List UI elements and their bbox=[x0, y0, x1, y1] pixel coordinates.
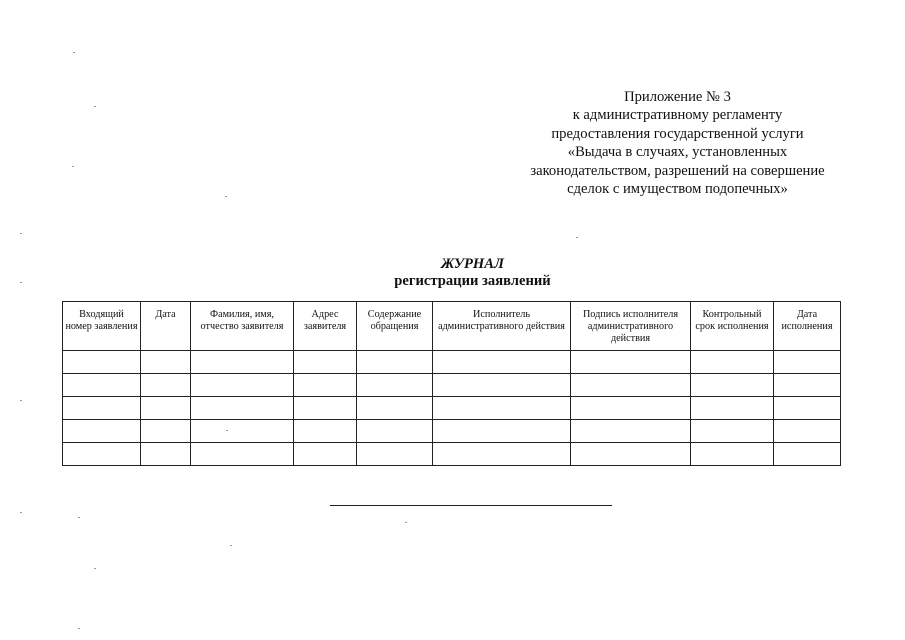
table-cell bbox=[691, 397, 774, 420]
table-cell bbox=[774, 420, 841, 443]
table-row bbox=[63, 351, 841, 374]
column-header-label: Дата исполнения bbox=[781, 309, 833, 332]
table-cell bbox=[571, 397, 691, 420]
appendix-line: сделок с имуществом подопечных» bbox=[567, 181, 788, 198]
column-header bbox=[691, 302, 774, 351]
scan-speck bbox=[405, 522, 407, 523]
table-cell bbox=[191, 443, 294, 466]
table-cell bbox=[357, 374, 433, 397]
journal-body bbox=[63, 351, 841, 466]
column-header-label: Содержание обращения bbox=[367, 309, 422, 332]
table-cell bbox=[141, 397, 191, 420]
scan-speck bbox=[73, 52, 75, 53]
scan-speck bbox=[72, 166, 74, 167]
table-cell bbox=[774, 374, 841, 397]
table-cell bbox=[357, 443, 433, 466]
table-row bbox=[63, 397, 841, 420]
scan-speck bbox=[225, 196, 227, 197]
column-header bbox=[774, 302, 841, 351]
scan-speck bbox=[94, 568, 96, 569]
column-header-label: Входящий номер заявления bbox=[65, 309, 138, 332]
column-header bbox=[191, 302, 294, 351]
journal-title: ЖУРНАЛ bbox=[440, 256, 505, 272]
appendix-line: «Выдача в случаях, установленных bbox=[567, 144, 788, 161]
journal-header-row bbox=[63, 302, 841, 351]
table-cell bbox=[433, 420, 571, 443]
column-header bbox=[433, 302, 571, 351]
table-row bbox=[63, 443, 841, 466]
table-row bbox=[63, 374, 841, 397]
table-cell bbox=[691, 374, 774, 397]
table-cell bbox=[63, 397, 141, 420]
scan-speck bbox=[94, 106, 96, 107]
scan-speck bbox=[78, 628, 80, 629]
scan-speck bbox=[20, 400, 22, 401]
table-cell bbox=[191, 374, 294, 397]
column-header bbox=[294, 302, 357, 351]
scan-speck bbox=[226, 430, 228, 431]
table-cell bbox=[141, 351, 191, 374]
table-cell bbox=[571, 420, 691, 443]
column-header-label: Фамилия, имя, отчество заявителя bbox=[200, 309, 284, 332]
table-cell bbox=[433, 443, 571, 466]
table-cell bbox=[571, 443, 691, 466]
scan-speck bbox=[20, 233, 22, 234]
table-cell bbox=[294, 374, 357, 397]
table-cell bbox=[141, 443, 191, 466]
appendix-line: к административному регламенту bbox=[572, 107, 783, 124]
scan-speck bbox=[576, 237, 578, 238]
table-cell bbox=[433, 374, 571, 397]
scan-speck bbox=[230, 545, 232, 546]
column-header bbox=[571, 302, 691, 351]
column-header-label: Дата bbox=[155, 309, 176, 320]
table-cell bbox=[774, 443, 841, 466]
table-cell bbox=[191, 397, 294, 420]
table-cell bbox=[691, 443, 774, 466]
table-cell bbox=[63, 443, 141, 466]
column-header-label: Исполнитель административного действия bbox=[438, 309, 565, 332]
table-cell bbox=[774, 397, 841, 420]
table-cell bbox=[294, 420, 357, 443]
table-cell bbox=[691, 420, 774, 443]
table-cell bbox=[433, 351, 571, 374]
signature-line bbox=[330, 505, 612, 506]
appendix-line: законодательством, разрешений на совершение bbox=[530, 162, 825, 179]
table-cell bbox=[141, 374, 191, 397]
table-cell bbox=[63, 420, 141, 443]
scan-speck bbox=[78, 517, 80, 518]
table-cell bbox=[691, 351, 774, 374]
scan-speck bbox=[20, 512, 22, 513]
column-header bbox=[141, 302, 191, 351]
column-header bbox=[357, 302, 433, 351]
table-cell bbox=[63, 351, 141, 374]
table-cell bbox=[774, 351, 841, 374]
journal-table bbox=[62, 301, 841, 466]
journal-title-block bbox=[300, 256, 645, 290]
journal-subtitle: регистрации заявлений bbox=[394, 273, 551, 289]
appendix-header bbox=[500, 88, 855, 198]
table-cell bbox=[63, 374, 141, 397]
table-cell bbox=[357, 351, 433, 374]
scan-speck bbox=[20, 282, 22, 283]
table-cell bbox=[294, 397, 357, 420]
column-header-label: Подпись исполнителя административного действия bbox=[582, 309, 679, 344]
column-header-label: Адрес заявителя bbox=[303, 309, 347, 332]
table-cell bbox=[571, 351, 691, 374]
table-cell bbox=[357, 420, 433, 443]
column-header-label: Контрольный срок исполнения bbox=[695, 309, 769, 332]
table-cell bbox=[433, 397, 571, 420]
appendix-line: Приложение № 3 bbox=[624, 89, 731, 105]
appendix-line: предоставления государственной услуги bbox=[551, 125, 804, 142]
table-cell bbox=[294, 443, 357, 466]
column-header bbox=[63, 302, 141, 351]
table-row bbox=[63, 420, 841, 443]
table-cell bbox=[357, 397, 433, 420]
table-cell bbox=[191, 351, 294, 374]
table-cell bbox=[294, 351, 357, 374]
table-cell bbox=[571, 374, 691, 397]
table-cell bbox=[191, 420, 294, 443]
table-cell bbox=[141, 420, 191, 443]
